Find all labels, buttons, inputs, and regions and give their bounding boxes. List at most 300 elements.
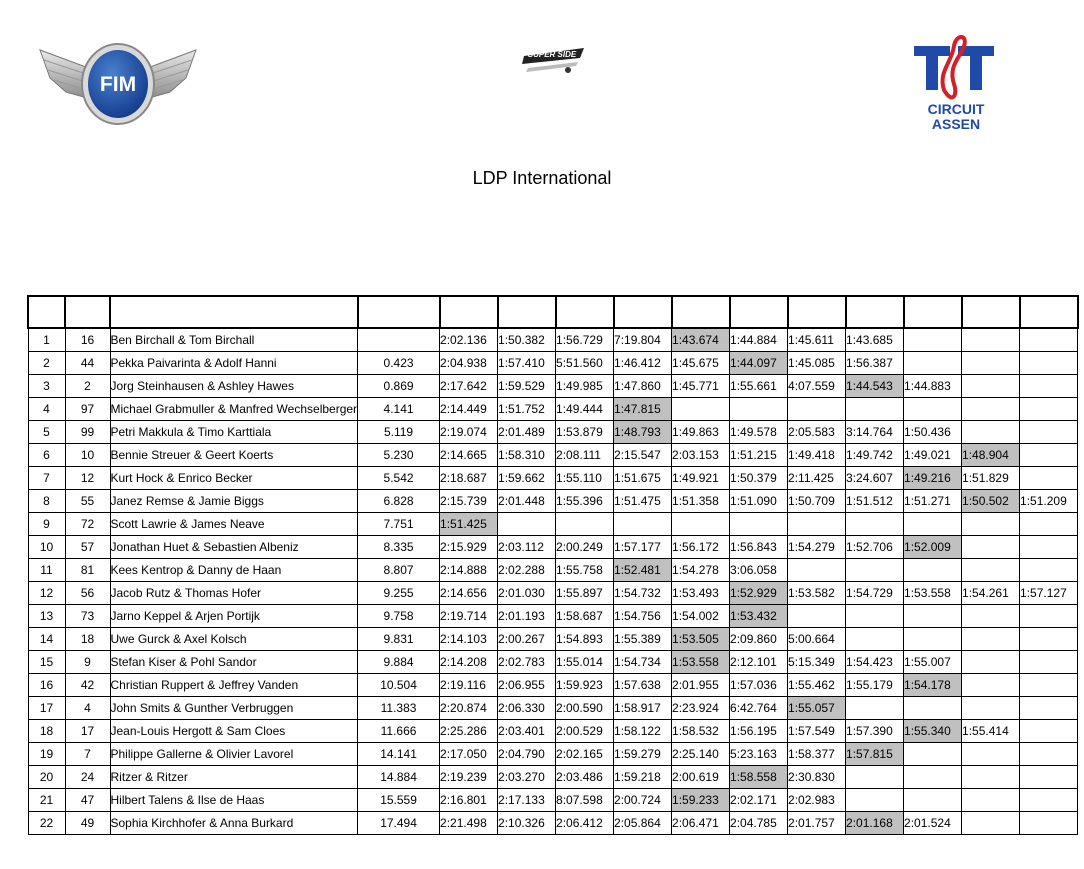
lap-time-cell: 1:51.209 [1020,490,1078,513]
gap-cell: 0.869 [358,375,440,398]
lap-time-cell: 2:03.153 [672,444,730,467]
gap-cell: 15.559 [358,789,440,812]
lap-time-cell: 2:17.133 [498,789,556,812]
lap-time-cell: 2:15.739 [440,490,498,513]
lap-time-cell: 1:50.379 [730,467,788,490]
lap-time-cell: 2:04.785 [730,812,788,835]
table-row [28,697,1078,720]
column-header [28,296,65,328]
lap-time-cell: 1:47.860 [614,375,672,398]
lap-time-cell: 1:50.709 [788,490,846,513]
tt-circuit-assen-logo [908,32,1004,136]
lap-times-table [27,295,1079,835]
lap-time-cell [962,789,1020,812]
column-header [110,296,358,328]
svg-text:FIM: FIM [99,73,137,96]
lap-time-cell: 1:45.771 [672,375,730,398]
table-row [28,789,1078,812]
lap-time-cell [962,398,1020,421]
lap-time-cell: 2:00.249 [556,536,614,559]
race-number-cell: 55 [65,490,110,513]
lap-time-cell: 1:50.382 [498,328,556,352]
crew-name-cell: Janez Remse & Jamie Biggs [110,490,358,513]
lap-time-cell: 1:58.310 [498,444,556,467]
lap-time-cell: 2:03.270 [498,766,556,789]
race-number-cell: 97 [65,398,110,421]
lap-time-cell [788,605,846,628]
lap-time-cell: 1:57.036 [730,674,788,697]
race-number-cell: 73 [65,605,110,628]
race-number-cell: 7 [65,743,110,766]
table-row [28,812,1078,835]
lap-time-cell: 1:59.923 [556,674,614,697]
best-lap-cell: 1:55.340 [904,720,962,743]
lap-time-cell [672,398,730,421]
lap-time-cell [614,513,672,536]
lap-time-cell: 2:08.111 [556,444,614,467]
gap-cell: 5.119 [358,421,440,444]
lap-time-cell: 2:03.112 [498,536,556,559]
lap-time-cell: 2:06.330 [498,697,556,720]
table-row [28,720,1078,743]
position-cell: 11 [28,559,65,582]
best-lap-cell: 1:50.502 [962,490,1020,513]
lap-time-cell: 2:00.590 [556,697,614,720]
svg-text:CIRCUIT: CIRCUIT [927,101,985,117]
lap-time-cell: 1:59.279 [614,743,672,766]
lap-time-cell: 1:55.758 [556,559,614,582]
race-number-cell: 17 [65,720,110,743]
crew-name-cell: Stefan Kiser & Pohl Sandor [110,651,358,674]
lap-time-cell [846,697,904,720]
lap-time-cell: 1:53.582 [788,582,846,605]
lap-time-cell: 1:57.177 [614,536,672,559]
lap-time-cell: 1:54.279 [788,536,846,559]
lap-time-cell [846,766,904,789]
lap-time-cell: 1:49.742 [846,444,904,467]
lap-time-cell: 6:42.764 [730,697,788,720]
lap-time-cell: 1:56.387 [846,352,904,375]
race-number-cell: 42 [65,674,110,697]
table-row [28,766,1078,789]
crew-name-cell: Ritzer & Ritzer [110,766,358,789]
lap-time-cell [904,513,962,536]
fim-logo [36,40,200,132]
lap-time-cell: 1:51.358 [672,490,730,513]
lap-time-cell: 2:02.983 [788,789,846,812]
lap-time-cell [846,559,904,582]
lap-time-cell [1020,628,1078,651]
table-row [28,582,1078,605]
gap-cell: 5.542 [358,467,440,490]
lap-time-cell: 1:55.396 [556,490,614,513]
gap-cell: 6.828 [358,490,440,513]
lap-time-cell: 2:06.955 [498,674,556,697]
lap-time-cell: 1:51.512 [846,490,904,513]
best-lap-cell: 1:48.904 [962,444,1020,467]
lap-time-cell: 1:49.444 [556,398,614,421]
lap-time-cell: 2:11.425 [788,467,846,490]
lap-time-cell: 2:18.687 [440,467,498,490]
crew-name-cell: Philippe Gallerne & Olivier Lavorel [110,743,358,766]
gap-cell: 9.884 [358,651,440,674]
lap-time-cell: 1:55.007 [904,651,962,674]
best-lap-cell: 1:51.425 [440,513,498,536]
position-cell: 18 [28,720,65,743]
lap-time-cell: 2:01.955 [672,674,730,697]
lap-time-cell: 1:58.687 [556,605,614,628]
lap-time-cell: 1:55.661 [730,375,788,398]
column-header [614,296,672,328]
lap-time-cell: 1:55.462 [788,674,846,697]
lap-time-cell: 2:19.074 [440,421,498,444]
lap-time-cell: 1:54.261 [962,582,1020,605]
race-number-cell: 16 [65,328,110,352]
position-cell: 9 [28,513,65,536]
race-number-cell: 18 [65,628,110,651]
lap-time-cell: 8:07.598 [556,789,614,812]
table-row [28,628,1078,651]
lap-time-cell [672,513,730,536]
lap-time-cell [904,398,962,421]
lap-time-cell: 1:58.122 [614,720,672,743]
lap-time-cell: 2:03.401 [498,720,556,743]
lap-time-cell: 1:56.195 [730,720,788,743]
column-header [730,296,788,328]
lap-time-cell: 1:54.423 [846,651,904,674]
crew-name-cell: Michael Grabmuller & Manfred Wechselberger [110,398,358,421]
column-header [440,296,498,328]
lap-time-cell: 1:49.985 [556,375,614,398]
lap-time-cell: 1:49.863 [672,421,730,444]
lap-time-cell: 2:30.830 [788,766,846,789]
race-number-cell: 57 [65,536,110,559]
table-row [28,444,1078,467]
best-lap-cell: 2:01.168 [846,812,904,835]
crew-name-cell: Bennie Streuer & Geert Koerts [110,444,358,467]
crew-name-cell: Uwe Gurck & Axel Kolsch [110,628,358,651]
best-lap-cell: 1:48.793 [614,421,672,444]
gap-cell: 7.751 [358,513,440,536]
lap-time-cell [962,674,1020,697]
lap-time-cell [962,352,1020,375]
lap-time-cell: 1:56.729 [556,328,614,352]
gap-cell: 9.255 [358,582,440,605]
position-cell: 10 [28,536,65,559]
lap-time-cell: 1:55.110 [556,467,614,490]
position-cell: 19 [28,743,65,766]
lap-time-cell: 2:14.103 [440,628,498,651]
lap-time-cell: 1:54.278 [672,559,730,582]
lap-time-cell: 1:51.090 [730,490,788,513]
lap-time-cell [962,766,1020,789]
lap-time-cell: 2:14.665 [440,444,498,467]
lap-time-cell: 1:55.389 [614,628,672,651]
position-cell: 13 [28,605,65,628]
table-row [28,674,1078,697]
lap-time-cell: 2:02.288 [498,559,556,582]
lap-time-cell [788,398,846,421]
crew-name-cell: Ben Birchall & Tom Birchall [110,328,358,352]
lap-time-cell: 2:05.864 [614,812,672,835]
crew-name-cell: Jacob Rutz & Thomas Hofer [110,582,358,605]
position-cell: 22 [28,812,65,835]
table-row [28,651,1078,674]
lap-time-cell: 1:57.638 [614,674,672,697]
position-cell: 21 [28,789,65,812]
lap-time-cell [962,605,1020,628]
lap-time-cell: 2:01.524 [904,812,962,835]
lap-time-cell: 1:49.921 [672,467,730,490]
best-lap-cell: 1:53.505 [672,628,730,651]
lap-time-cell: 2:04.790 [498,743,556,766]
gap-cell: 14.884 [358,766,440,789]
lap-time-cell: 1:54.732 [614,582,672,605]
lap-time-cell: 1:57.390 [846,720,904,743]
best-lap-cell: 1:44.543 [846,375,904,398]
table-row [28,536,1078,559]
lap-time-cell [1020,559,1078,582]
lap-time-cell [962,812,1020,835]
lap-time-cell [1020,398,1078,421]
table-row [28,605,1078,628]
lap-time-cell: 1:51.829 [962,467,1020,490]
lap-time-cell: 1:58.917 [614,697,672,720]
lap-time-cell: 1:57.127 [1020,582,1078,605]
table-row [28,490,1078,513]
best-lap-cell: 1:53.558 [672,651,730,674]
lap-time-cell: 7:19.804 [614,328,672,352]
lap-time-cell: 1:52.706 [846,536,904,559]
lap-time-cell: 2:02.165 [556,743,614,766]
lap-time-cell: 2:01.030 [498,582,556,605]
lap-time-cell [1020,720,1078,743]
lap-time-cell: 5:00.664 [788,628,846,651]
lap-time-cell: 2:09.860 [730,628,788,651]
lap-time-cell: 1:53.493 [672,582,730,605]
lap-time-cell: 3:14.764 [846,421,904,444]
lap-time-cell [1020,375,1078,398]
lap-time-cell [1020,536,1078,559]
position-cell: 16 [28,674,65,697]
race-number-cell: 2 [65,375,110,398]
lap-time-cell [1020,467,1078,490]
position-cell: 2 [28,352,65,375]
lap-time-cell: 2:01.757 [788,812,846,835]
position-cell: 12 [28,582,65,605]
lap-time-cell [730,398,788,421]
lap-time-cell: 2:12.101 [730,651,788,674]
lap-time-cell: 5:15.349 [788,651,846,674]
lap-time-cell: 1:53.558 [904,582,962,605]
lap-time-cell: 2:14.656 [440,582,498,605]
best-lap-cell: 1:43.674 [672,328,730,352]
crew-name-cell: Sophia Kirchhofer & Anna Burkard [110,812,358,835]
race-number-cell: 81 [65,559,110,582]
crew-name-cell: Petri Makkula & Timo Karttiala [110,421,358,444]
best-lap-cell: 1:55.057 [788,697,846,720]
lap-time-cell [962,697,1020,720]
lap-time-cell: 2:06.471 [672,812,730,835]
column-header [962,296,1020,328]
position-cell: 5 [28,421,65,444]
race-number-cell: 4 [65,697,110,720]
lap-time-cell: 1:45.085 [788,352,846,375]
lap-time-cell: 1:45.675 [672,352,730,375]
position-cell: 14 [28,628,65,651]
lap-time-cell [962,513,1020,536]
best-lap-cell: 1:52.481 [614,559,672,582]
column-header [904,296,962,328]
table-row [28,328,1078,352]
lap-time-cell [1020,328,1078,352]
lap-time-cell: 1:54.893 [556,628,614,651]
gap-cell: 9.831 [358,628,440,651]
lap-time-cell [962,743,1020,766]
lap-time-cell: 1:55.014 [556,651,614,674]
lap-time-cell: 1:50.436 [904,421,962,444]
best-lap-cell: 1:57.815 [846,743,904,766]
gap-cell: 9.758 [358,605,440,628]
lap-time-cell: 1:56.172 [672,536,730,559]
lap-time-cell: 3:24.607 [846,467,904,490]
lap-time-cell: 2:01.489 [498,421,556,444]
lap-time-cell: 1:49.578 [730,421,788,444]
lap-time-cell [904,352,962,375]
lap-time-cell [962,328,1020,352]
best-lap-cell: 1:44.097 [730,352,788,375]
lap-time-cell: 1:57.410 [498,352,556,375]
lap-time-cell: 2:19.714 [440,605,498,628]
lap-time-cell: 1:49.418 [788,444,846,467]
crew-name-cell: Pekka Paivarinta & Adolf Hanni [110,352,358,375]
position-cell: 3 [28,375,65,398]
lap-time-cell: 2:02.171 [730,789,788,812]
lap-time-cell: 2:16.801 [440,789,498,812]
lap-time-cell: 1:58.377 [788,743,846,766]
position-cell: 17 [28,697,65,720]
lap-time-cell: 2:01.448 [498,490,556,513]
gap-cell: 8.335 [358,536,440,559]
best-lap-cell: 1:47.815 [614,398,672,421]
crew-name-cell: Christian Ruppert & Jeffrey Vanden [110,674,358,697]
gap-cell: 14.141 [358,743,440,766]
lap-time-cell [1020,352,1078,375]
lap-time-cell: 2:17.642 [440,375,498,398]
gap-cell: 10.504 [358,674,440,697]
lap-time-cell: 1:57.549 [788,720,846,743]
best-lap-cell: 1:58.558 [730,766,788,789]
race-number-cell: 56 [65,582,110,605]
lap-time-cell [498,513,556,536]
lap-time-cell: 1:51.475 [614,490,672,513]
lap-time-cell [904,697,962,720]
lap-time-cell: 1:45.611 [788,328,846,352]
lap-time-cell: 2:00.619 [672,766,730,789]
column-header [556,296,614,328]
page-title: LDP International [472,168,612,188]
crew-name-cell: Jorg Steinhausen & Ashley Hawes [110,375,358,398]
lap-time-cell: 1:44.883 [904,375,962,398]
lap-time-cell [904,605,962,628]
crew-name-cell: Jean-Louis Hergott & Sam Cloes [110,720,358,743]
lap-time-cell: 2:00.529 [556,720,614,743]
lap-time-cell [846,513,904,536]
lap-time-cell: 2:06.412 [556,812,614,835]
race-number-cell: 9 [65,651,110,674]
position-cell: 15 [28,651,65,674]
crew-name-cell: Jonathan Huet & Sebastien Albeniz [110,536,358,559]
column-header [846,296,904,328]
lap-time-cell: 5:51.560 [556,352,614,375]
lap-time-cell: 2:00.267 [498,628,556,651]
lap-time-cell: 2:19.239 [440,766,498,789]
lap-time-cell: 1:54.729 [846,582,904,605]
lap-time-cell: 1:43.685 [846,328,904,352]
gap-cell: 4.141 [358,398,440,421]
lap-time-cell: 1:59.662 [498,467,556,490]
race-number-cell: 44 [65,352,110,375]
lap-time-cell [904,628,962,651]
position-cell: 1 [28,328,65,352]
best-lap-cell: 1:52.929 [730,582,788,605]
lap-time-cell [846,398,904,421]
lap-time-cell: 2:15.547 [614,444,672,467]
table-row [28,421,1078,444]
lap-time-cell [1020,766,1078,789]
crew-name-cell: John Smits & Gunther Verbruggen [110,697,358,720]
lap-time-cell [962,375,1020,398]
lap-time-cell [1020,743,1078,766]
lap-time-cell [1020,697,1078,720]
lap-time-cell [1020,421,1078,444]
lap-time-cell: 2:15.929 [440,536,498,559]
lap-time-cell: 1:51.675 [614,467,672,490]
race-number-cell: 24 [65,766,110,789]
svg-text:ASSEN: ASSEN [931,116,981,132]
table-row [28,467,1078,490]
lap-time-cell [962,536,1020,559]
lap-time-cell: 1:54.756 [614,605,672,628]
position-cell: 20 [28,766,65,789]
gap-cell: 11.383 [358,697,440,720]
race-number-cell: 99 [65,421,110,444]
lap-time-cell [556,513,614,536]
crew-name-cell: Hilbert Talens & Ilse de Haas [110,789,358,812]
lap-time-cell: 1:59.218 [614,766,672,789]
column-header [788,296,846,328]
lap-time-cell: 1:54.734 [614,651,672,674]
lap-time-cell: 1:44.884 [730,328,788,352]
best-lap-cell: 1:53.432 [730,605,788,628]
lap-time-cell [788,559,846,582]
column-header [498,296,556,328]
lap-time-cell [1020,812,1078,835]
best-lap-cell: 1:49.216 [904,467,962,490]
position-cell: 7 [28,467,65,490]
column-header [1020,296,1078,328]
lap-time-cell: 1:55.179 [846,674,904,697]
lap-time-cell: 2:10.326 [498,812,556,835]
lap-time-cell: 2:01.193 [498,605,556,628]
gap-cell [358,328,440,352]
lap-time-cell: 2:05.583 [788,421,846,444]
race-number-cell: 10 [65,444,110,467]
lap-time-cell [904,789,962,812]
lap-time-cell [788,513,846,536]
gap-cell: 5.230 [358,444,440,467]
table-row [28,513,1078,536]
